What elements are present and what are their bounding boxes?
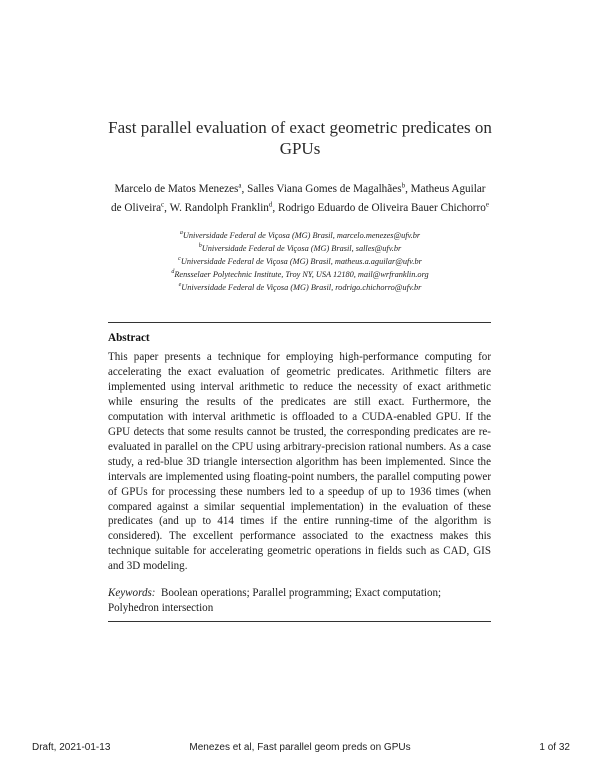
paper-title: Fast parallel evaluation of exact geometric predicates on GPUs	[108, 118, 492, 158]
abstract-top-rule	[108, 322, 491, 323]
abstract-text: This paper presents a technique for employing high-performance computing for accelerating the exact evaluation of geometric predicates. Arithmetic filters are implemented using interval arithmetic to reduce the necessity of exact arithmetic while ensuring the results of the predicates are still exact. Furthermore, the computation with interval arithmetic is offloaded to a CUDA-enabled GPU. If the GPU detects that some results cannot be trusted, the corresponding predicates are re-evaluated in parallel on the CPU using arbitrary-precision rational numbers. As a case study, a red-blue 3D triangle intersection algorithm has been implemented. Since the intervals are implemented using floating-point numbers, the parallel computing power of GPUs for processing these numbers led to a speedup of up to 1936 times (when compared against a similar sequential implementation) in the evaluation of these predicates (and up to 414 times if the entire running-time of the algorithm is considered). The excellent performance associated to the exactness makes this technique suitable for accelerating geometric operations in fields such as CAD, GIS and 3D modeling.	[108, 351, 491, 573]
keywords-text: Boolean operations; Parallel programming; Exact computation; Polyhedron intersection	[108, 587, 442, 614]
author: Salles Viana Gomes de Magalhães$^b$,	[247, 181, 411, 195]
abstract-heading: Abstract	[108, 332, 150, 344]
footer-draft-date: Draft, 2021-01-13	[32, 742, 111, 753]
footer-page-number: 1 of 32	[539, 742, 570, 753]
author: Marcelo de Matos Menezes$^a$,	[114, 181, 248, 195]
affiliation: $^c$Universidade Federal de Viçosa (MG) Brasil, matheus.a.aguilar@ufv.br	[178, 256, 422, 266]
author: Matheus Aguilar de Oliveira$^c$,	[111, 182, 486, 215]
abstract-bottom-rule	[108, 621, 491, 622]
author-list	[108, 177, 492, 216]
author: Rodrigo Eduardo de Oliveira Bauer Chichorro$^e$	[278, 200, 489, 215]
keywords	[108, 586, 491, 616]
affiliation: $^b$Universidade Federal de Viçosa (MG) Brasil, salles@ufv.br	[198, 243, 402, 253]
footer-running-title: Menezes et al, Fast parallel geom preds on GPUs	[189, 742, 411, 753]
keywords-label: Keywords:	[108, 587, 156, 599]
author: W. Randolph Franklin$^d$,	[169, 200, 278, 215]
affiliation-list	[108, 228, 492, 293]
affiliation: $^e$Universidade Federal de Viçosa (MG) Brasil, rodrigo.chichorro@ufv.br	[178, 282, 422, 293]
affiliation: $^d$Rensselaer Polytechnic Institute, Troy NY, USA 12180, mail@wrfranklin.org	[171, 269, 429, 279]
affiliation: $^a$Universidade Federal de Viçosa (MG) Brasil, marcelo.menezes@ufv.br	[179, 230, 421, 240]
